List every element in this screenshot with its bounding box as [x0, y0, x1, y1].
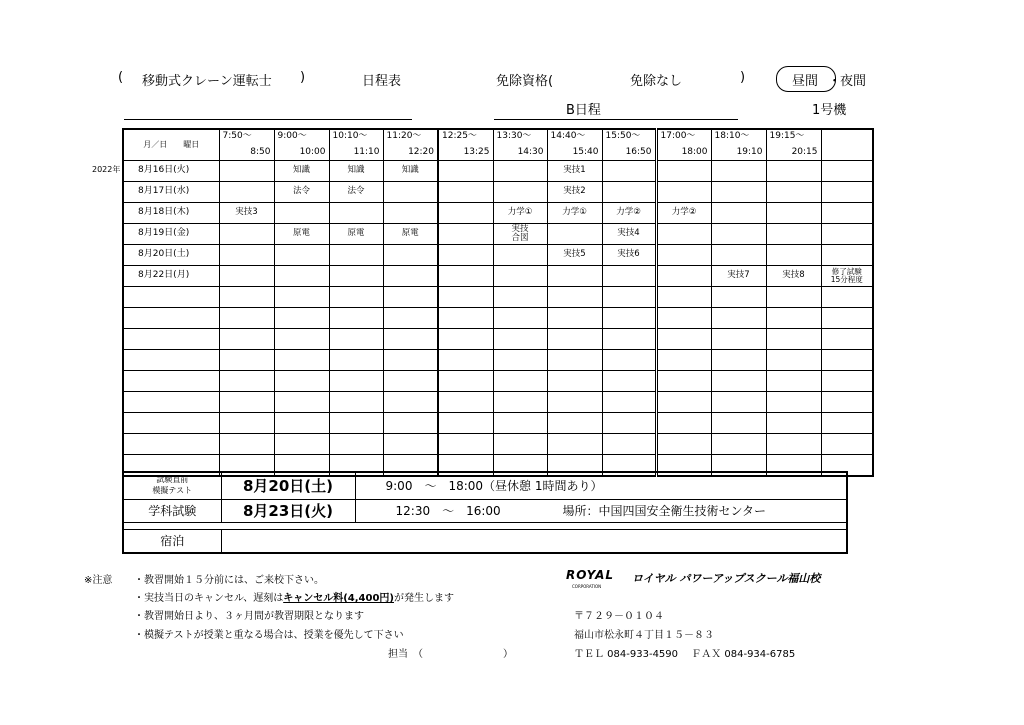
- lesson-cell: [493, 287, 547, 308]
- lesson-cell: [711, 350, 766, 371]
- lesson-cell: [547, 287, 602, 308]
- lesson-cell: [602, 434, 656, 455]
- license-label: 免除資格(: [496, 74, 554, 89]
- lesson-cell: 原電: [274, 224, 329, 245]
- lesson-cell: [438, 245, 493, 266]
- slot-end: 15:40: [572, 147, 599, 158]
- schedule-row: [123, 245, 873, 266]
- date-cell: 8月19日(金): [123, 224, 219, 245]
- lesson-cell: [383, 287, 438, 308]
- lesson-cell: [493, 371, 547, 392]
- lesson-cell: [219, 266, 274, 287]
- lesson-cell: [219, 161, 274, 182]
- note-2: ・実技当日のキャンセル、遅刻はキャンセル料(4,400円)が発生します: [134, 593, 454, 604]
- lesson-cell: [219, 350, 274, 371]
- mock-test-time: 9:00 ～ 18:00（昼休憩 1時間あり）: [355, 472, 847, 499]
- lesson-cell: 知識: [383, 161, 438, 182]
- slot-start: 17:00～: [660, 131, 696, 141]
- lesson-cell: 実技3: [219, 203, 274, 224]
- lesson-cell: [821, 287, 873, 308]
- date-cell: [123, 434, 219, 455]
- exam-table: [122, 471, 848, 554]
- school-name: ロイヤル パワーアップスクール福山校: [632, 572, 821, 585]
- lesson-cell: [329, 245, 383, 266]
- time-slot-header: [711, 129, 766, 161]
- lodging-label: 宿泊: [123, 529, 221, 553]
- lesson-cell: 知識: [274, 161, 329, 182]
- slot-end: 20:15: [791, 147, 818, 158]
- note-1: ・教習開始１５分前には、ご来校下さい。: [134, 575, 324, 586]
- date-cell: [123, 392, 219, 413]
- lesson-cell: [547, 371, 602, 392]
- lesson-cell: [438, 161, 493, 182]
- lesson-cell: 実技 合図: [493, 224, 547, 245]
- lesson-cell: [821, 224, 873, 245]
- lesson-cell: 実技2: [547, 182, 602, 203]
- lesson-cell: [547, 392, 602, 413]
- lesson-cell: [711, 182, 766, 203]
- lesson-cell: [547, 329, 602, 350]
- time-slot-header: [329, 129, 383, 161]
- lesson-cell: [656, 371, 711, 392]
- lesson-cell: [602, 371, 656, 392]
- date-cell: 8月17日(水): [123, 182, 219, 203]
- lesson-cell: [438, 434, 493, 455]
- course-paren-close: ): [300, 70, 306, 85]
- lesson-cell: [656, 392, 711, 413]
- lesson-cell: [219, 413, 274, 434]
- lesson-cell: 力学①: [493, 203, 547, 224]
- slot-end: 8:50: [250, 147, 271, 158]
- lesson-cell: [219, 392, 274, 413]
- lesson-cell: 法令: [274, 182, 329, 203]
- schedule-row: [123, 224, 873, 245]
- lesson-cell: [383, 413, 438, 434]
- time-slot-header: [602, 129, 656, 161]
- lesson-cell: [219, 224, 274, 245]
- lesson-cell: [602, 182, 656, 203]
- lesson-cell: [329, 308, 383, 329]
- lesson-cell: [711, 203, 766, 224]
- lesson-cell: [821, 161, 873, 182]
- date-cell: [123, 287, 219, 308]
- lesson-cell: [602, 161, 656, 182]
- schedule-row: [123, 203, 873, 224]
- lesson-cell: [602, 413, 656, 434]
- date-cell: [123, 329, 219, 350]
- lesson-cell: [656, 287, 711, 308]
- lesson-cell: 法令: [329, 182, 383, 203]
- lesson-cell: [219, 434, 274, 455]
- lesson-cell: 力学②: [602, 203, 656, 224]
- time-slot-header: [493, 129, 547, 161]
- lesson-cell: 実技5: [547, 245, 602, 266]
- lesson-cell: [821, 413, 873, 434]
- time-slot-header: [547, 129, 602, 161]
- tel-fax: ＴＥＬ 084-933-4590 ＦＡＸ 084-934-6785: [574, 649, 796, 660]
- lesson-cell: 実技1: [547, 161, 602, 182]
- lesson-cell: [711, 434, 766, 455]
- lesson-cell: [329, 392, 383, 413]
- lesson-cell: [656, 161, 711, 182]
- lesson-cell: [766, 245, 821, 266]
- lesson-cell: [493, 350, 547, 371]
- slot-start: 13:30～: [496, 131, 532, 141]
- lesson-cell: [711, 308, 766, 329]
- course-paren-open: (: [118, 70, 124, 85]
- lesson-cell: [602, 350, 656, 371]
- lesson-cell: [821, 203, 873, 224]
- lesson-cell: [602, 329, 656, 350]
- lodging-value: [221, 529, 847, 553]
- lesson-cell: [821, 329, 873, 350]
- lesson-cell: [438, 224, 493, 245]
- lesson-cell: [766, 224, 821, 245]
- lesson-cell: [766, 161, 821, 182]
- lesson-cell: [821, 392, 873, 413]
- lesson-cell: [766, 350, 821, 371]
- lesson-cell: [219, 245, 274, 266]
- slot-start: 9:00～: [277, 131, 307, 141]
- lesson-cell: [438, 203, 493, 224]
- lesson-cell: [438, 392, 493, 413]
- lesson-cell: [766, 308, 821, 329]
- lesson-cell: [274, 266, 329, 287]
- lesson-cell: [219, 287, 274, 308]
- lesson-cell: 原電: [329, 224, 383, 245]
- time-slot-header: [274, 129, 329, 161]
- note-4: ・模擬テストが授業と重なる場合は、授業を優先して下さい: [134, 630, 404, 641]
- mock-test-date: 8月20日(土): [221, 472, 355, 499]
- lesson-cell: [383, 266, 438, 287]
- lesson-cell: [274, 308, 329, 329]
- lesson-cell: [766, 203, 821, 224]
- written-exam-place: 場所：中国四国安全衛生技術センター: [562, 504, 767, 518]
- lesson-cell: [711, 224, 766, 245]
- lesson-cell: [493, 434, 547, 455]
- lesson-cell: [438, 287, 493, 308]
- slot-start: 10:10～: [332, 131, 368, 141]
- lesson-cell: [329, 287, 383, 308]
- date-cell: 8月18日(木): [123, 203, 219, 224]
- lesson-cell: [602, 287, 656, 308]
- lesson-cell: [438, 266, 493, 287]
- course-underline: [124, 119, 412, 120]
- lesson-cell: [274, 245, 329, 266]
- lesson-cell: [602, 392, 656, 413]
- lesson-cell: [274, 413, 329, 434]
- slot-end: 11:10: [353, 147, 380, 158]
- lesson-cell: [383, 308, 438, 329]
- lesson-cell: [383, 245, 438, 266]
- time-slot-header: [656, 129, 711, 161]
- lesson-cell: [602, 308, 656, 329]
- lesson-cell: [547, 224, 602, 245]
- date-cell: [123, 371, 219, 392]
- lesson-cell: [766, 392, 821, 413]
- time-slot-header: [438, 129, 493, 161]
- date-cell: [123, 308, 219, 329]
- slot-end: 18:00: [681, 147, 708, 158]
- staff-field: 担当 （ ）: [388, 649, 513, 660]
- lesson-cell: [274, 350, 329, 371]
- lesson-cell: [438, 329, 493, 350]
- schedule-row: [123, 371, 873, 392]
- slot-end: 14:30: [517, 147, 544, 158]
- schedule-row: [123, 329, 873, 350]
- lesson-cell: 実技8: [766, 266, 821, 287]
- lesson-cell: [329, 434, 383, 455]
- lesson-cell: [547, 413, 602, 434]
- lesson-cell: [493, 266, 547, 287]
- lesson-cell: [656, 182, 711, 203]
- lesson-cell: [438, 182, 493, 203]
- schedule-row: [123, 308, 873, 329]
- schedule-row: [123, 287, 873, 308]
- lesson-cell: [274, 203, 329, 224]
- lesson-cell: [766, 287, 821, 308]
- lesson-cell: [711, 371, 766, 392]
- lesson-cell: [656, 329, 711, 350]
- lesson-cell: [383, 329, 438, 350]
- schedule-row: [123, 266, 873, 287]
- lesson-cell: [274, 329, 329, 350]
- lesson-cell: [656, 413, 711, 434]
- date-column-header: 月／日 曜日: [123, 129, 219, 161]
- slot-start: 12:25～: [442, 131, 477, 141]
- lesson-cell: [493, 245, 547, 266]
- slot-end: 16:50: [625, 147, 652, 158]
- lesson-cell: [438, 413, 493, 434]
- lesson-cell: [547, 308, 602, 329]
- lesson-cell: [274, 434, 329, 455]
- written-exam-time: 12:30 ～ 16:00: [395, 504, 501, 518]
- lesson-cell: [438, 350, 493, 371]
- lesson-cell: [329, 350, 383, 371]
- lesson-cell: 実技6: [602, 245, 656, 266]
- notes-label: ※注意: [84, 575, 113, 586]
- note-3: ・教習開始日より、３ヶ月間が教習期限となります: [134, 611, 364, 622]
- lesson-cell: [602, 266, 656, 287]
- lesson-cell: [821, 434, 873, 455]
- lesson-cell: 力学②: [656, 203, 711, 224]
- date-cell: [123, 350, 219, 371]
- lesson-cell: 力学①: [547, 203, 602, 224]
- day-option: 昼間: [792, 74, 819, 89]
- lesson-cell: [329, 413, 383, 434]
- schedule-title: 日程表: [362, 74, 402, 89]
- lesson-cell: [711, 287, 766, 308]
- lesson-cell: [219, 371, 274, 392]
- lesson-cell: [656, 308, 711, 329]
- lesson-cell: [329, 266, 383, 287]
- slot-end: 12:20: [408, 147, 434, 158]
- lesson-cell: [547, 434, 602, 455]
- schedule-row: [123, 350, 873, 371]
- night-option: 夜間: [840, 74, 867, 89]
- machine-label: 1号機: [812, 103, 847, 118]
- lesson-cell: [766, 182, 821, 203]
- lesson-cell: [493, 413, 547, 434]
- lesson-cell: [493, 329, 547, 350]
- lesson-cell: [329, 203, 383, 224]
- lesson-cell: [493, 308, 547, 329]
- lesson-cell: [547, 350, 602, 371]
- date-cell: 8月22日(月): [123, 266, 219, 287]
- time-slot-header: [821, 129, 873, 161]
- lesson-cell: [493, 182, 547, 203]
- time-slot-header: [766, 129, 821, 161]
- lesson-cell: 原電: [383, 224, 438, 245]
- license-value: 免除なし: [630, 74, 683, 89]
- lesson-cell: [274, 371, 329, 392]
- lesson-cell: [219, 308, 274, 329]
- lesson-cell: [493, 392, 547, 413]
- slot-end: 19:10: [736, 147, 763, 158]
- lesson-cell: [656, 224, 711, 245]
- lesson-cell: [274, 287, 329, 308]
- program-name: B日程: [566, 103, 601, 118]
- lesson-cell: [711, 161, 766, 182]
- schedule-row: [123, 182, 873, 203]
- slot-end: 10:00: [299, 147, 326, 158]
- slot-end: 13:25: [463, 147, 490, 158]
- lesson-cell: [383, 203, 438, 224]
- lesson-cell: [219, 182, 274, 203]
- lesson-cell: [219, 329, 274, 350]
- lesson-cell: [438, 308, 493, 329]
- slot-start: 11:20～: [386, 131, 422, 141]
- address: 福山市松永町４丁目１５－８３: [574, 630, 714, 641]
- written-exam-details: [355, 499, 847, 522]
- lesson-cell: [329, 329, 383, 350]
- schedule-table: [122, 128, 874, 477]
- slot-start: 19:15～: [769, 131, 805, 141]
- schedule-row: [123, 392, 873, 413]
- lesson-cell: [766, 371, 821, 392]
- written-exam-label: 学科試験: [123, 499, 221, 522]
- slot-start: 15:50～: [605, 131, 641, 141]
- course-name: 移動式クレーン運転士: [142, 74, 272, 89]
- lesson-cell: [438, 371, 493, 392]
- schedule-row: [123, 434, 873, 455]
- lesson-cell: [383, 350, 438, 371]
- lesson-cell: [383, 434, 438, 455]
- schedule-row: [123, 161, 873, 182]
- year-label: 2022年: [92, 165, 121, 174]
- lesson-cell: [383, 371, 438, 392]
- date-cell: 8月20日(土): [123, 245, 219, 266]
- lesson-cell: 実技7: [711, 266, 766, 287]
- lesson-cell: 実技4: [602, 224, 656, 245]
- lesson-cell: [766, 434, 821, 455]
- lesson-cell: [656, 245, 711, 266]
- lesson-cell: [711, 245, 766, 266]
- slot-start: 18:10～: [714, 131, 750, 141]
- lesson-cell: [711, 413, 766, 434]
- lesson-cell: [383, 392, 438, 413]
- lesson-cell: [766, 413, 821, 434]
- lesson-cell: [329, 371, 383, 392]
- royal-logo-sub: CORPORATION: [572, 584, 602, 589]
- lesson-cell: [493, 161, 547, 182]
- lesson-cell: [711, 329, 766, 350]
- schedule-row: [123, 413, 873, 434]
- lesson-cell: [821, 182, 873, 203]
- lesson-cell: [656, 266, 711, 287]
- date-cell: [123, 413, 219, 434]
- lesson-cell: [821, 371, 873, 392]
- lesson-cell: [547, 266, 602, 287]
- lesson-cell: [383, 182, 438, 203]
- lesson-cell: [821, 350, 873, 371]
- slot-start: 7:50～: [222, 131, 252, 141]
- written-exam-date: 8月23日(火): [221, 499, 355, 522]
- time-slot-header: [383, 129, 438, 161]
- lesson-cell: [711, 392, 766, 413]
- lesson-cell: [274, 392, 329, 413]
- lesson-cell: [656, 434, 711, 455]
- lesson-cell: 修了試験 15分程度: [821, 266, 873, 287]
- date-cell: 8月16日(火): [123, 161, 219, 182]
- license-paren-close: ): [740, 70, 746, 85]
- lesson-cell: [656, 350, 711, 371]
- program-underline: [494, 119, 738, 120]
- lesson-cell: [821, 308, 873, 329]
- lesson-cell: 知識: [329, 161, 383, 182]
- slot-start: 14:40～: [550, 131, 586, 141]
- lesson-cell: [766, 329, 821, 350]
- option-separator: ・: [828, 74, 842, 89]
- postal-code: 〒７２９－０１０４: [574, 611, 664, 622]
- royal-logo: ROYAL: [566, 568, 615, 582]
- time-slot-header: [219, 129, 274, 161]
- lesson-cell: [821, 245, 873, 266]
- mock-test-label: 試験直前 模擬テスト: [123, 472, 221, 499]
